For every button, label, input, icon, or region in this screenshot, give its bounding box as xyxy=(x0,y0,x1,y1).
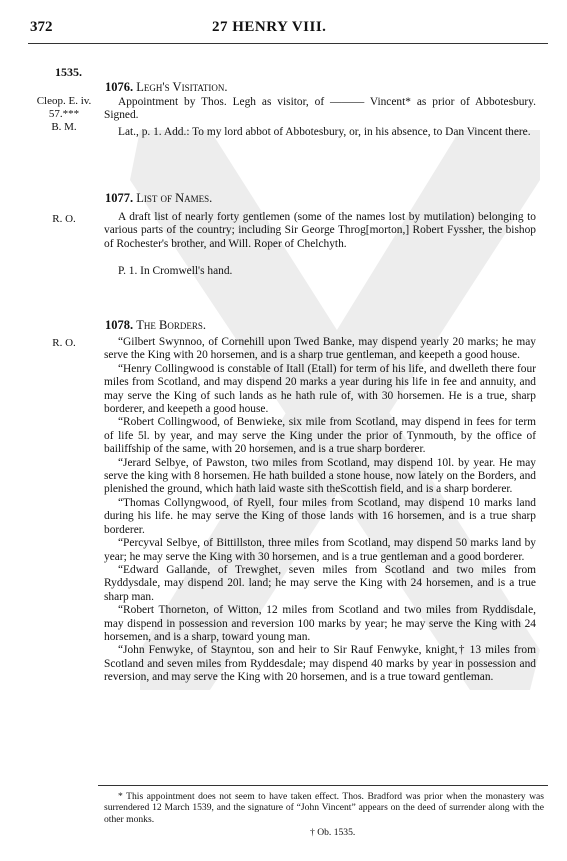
border-record-paragraph: “Edward Gallande, of Trewghet, seven miles from Scotland and two miles from Ryddysdale, may dispend 20l. land; he may serve the King with 24 horsemen, and is a true sharp man. xyxy=(104,563,536,603)
entry-number: 1077. xyxy=(105,191,134,205)
entry-text-1077: A draft list of nearly forty gentlemen (some of the names lost by mutilation) belonging to various parts of the country; including Sir George Throg[morton,] Robert Fyssher, the bishop of Rochester's brother, and Will. Roper of Chelchyth. xyxy=(104,211,536,250)
entry-body-1078 xyxy=(104,336,536,685)
entry-title: The Borders. xyxy=(136,318,206,332)
year-label: 1535. xyxy=(55,65,82,79)
margin-reference-1077 xyxy=(30,213,98,226)
entry-heading-1077 xyxy=(105,191,212,206)
margin-reference-1078 xyxy=(30,337,98,350)
header-rule xyxy=(28,43,548,44)
entry-number: 1076. xyxy=(105,80,134,94)
margin-line: R. O. xyxy=(52,213,76,225)
margin-line: B. M. xyxy=(51,121,77,133)
border-record-paragraph: “Percyval Selbye, of Bittillston, three miles from Scotland, may dispend 50 marks land by year; he may serve the King with 30 horsemen, and is a true gentleman and a good borderer. xyxy=(104,537,536,563)
entry-meta-1076: Lat., p. 1. Add.: To my lord abbot of Abbotesbury, or, in his absence, to Dan Vincent there. xyxy=(118,126,531,138)
entry-title: Legh's Visitation. xyxy=(136,80,228,94)
footnote-dagger: † Ob. 1535. xyxy=(310,827,356,838)
border-record-paragraph: “Jerard Selbye, of Pawston, two miles from Scotland, may dispend 10l. by year. He may serve the king with 8 horsemen. He hath builded a stone house, now lately on the Borders, and plenished the ground, which hath laid waste sith theScottish field, and is a sharp borderer. xyxy=(104,456,536,496)
entry-number: 1078. xyxy=(105,318,134,332)
entry-title: List of Names. xyxy=(136,191,213,205)
entry-heading-1078 xyxy=(105,318,206,333)
entry-heading-1076 xyxy=(105,80,227,95)
margin-reference-1076 xyxy=(30,95,98,134)
entry-text-1076: Appointment by Thos. Legh as visitor, of ——— Vincent* as prior of Abbotesbury. Signed. xyxy=(104,96,536,122)
page-number: 372 xyxy=(30,19,53,35)
footnote-asterisk: * This appointment does not seem to have taken effect. Thos. Bradford was prior when the monastery was surrendered 12 March 1539, and the signature of “John Vincent” appears on the deed of surrender along with the other monks. xyxy=(104,791,544,825)
border-record-paragraph: “Robert Collingwood, of Benwieke, six mile from Scotland, may dispend in fees for term of life 5l. by year, and may serve the King under the prior of Tynmouth, by the office of bailiffship of the same, with 20 horsemen, and is a true sharp borderer. xyxy=(104,416,536,456)
running-title: 27 HENRY VIII. xyxy=(212,19,327,35)
margin-line: 57.*** xyxy=(48,108,80,120)
border-record-paragraph: “Henry Collingwood is constable of Itall (Etall) for term of his life, and dwelleth there four miles from Scotland, and may dispend 20 marks a year during his life in fee and annuity, and may serve the King of such lands as he hath rule of, with 30 horsemen. He is a true, sharp borderer, and keepeth a good house. xyxy=(104,362,536,416)
footnote-rule xyxy=(98,785,548,786)
border-record-paragraph: “Gilbert Swynnoo, of Cornehill upon Twed Banke, may dispend yearly 20 marks; he may serve the King with 20 horsemen, and is a sharp true gentleman, and keepeth a good house. xyxy=(104,336,536,362)
entry-meta-1077: P. 1. In Cromwell's hand. xyxy=(118,265,233,277)
border-record-paragraph: “Thomas Collyngwood, of Ryell, four miles from Scotland, may dispend 10 marks land during his life. he may serve the King of those lands with 16 horsemen, and is a true sharp borderer. xyxy=(104,496,536,536)
border-record-paragraph: “John Fenwyke, of Stayntou, son and heir to Sir Rauf Fenwyke, knight,† 13 miles from Scotland and seven miles from Ryddesdale; may dispend 40 marks by year in possession and reversion, and may serve the King with 20 horsemen, and is a true toward gentleman. xyxy=(104,644,536,684)
border-record-paragraph: “Robert Thorneton, of Witton, 12 miles from Scotland and two miles from Ryddisdale, may dispend in possession and reversion 100 marks by year; he may serve the King with 24 horsemen, and is a sharp, toward young man. xyxy=(104,604,536,643)
margin-line: Cleop. E. iv. xyxy=(36,95,92,107)
margin-line: R. O. xyxy=(52,337,76,349)
